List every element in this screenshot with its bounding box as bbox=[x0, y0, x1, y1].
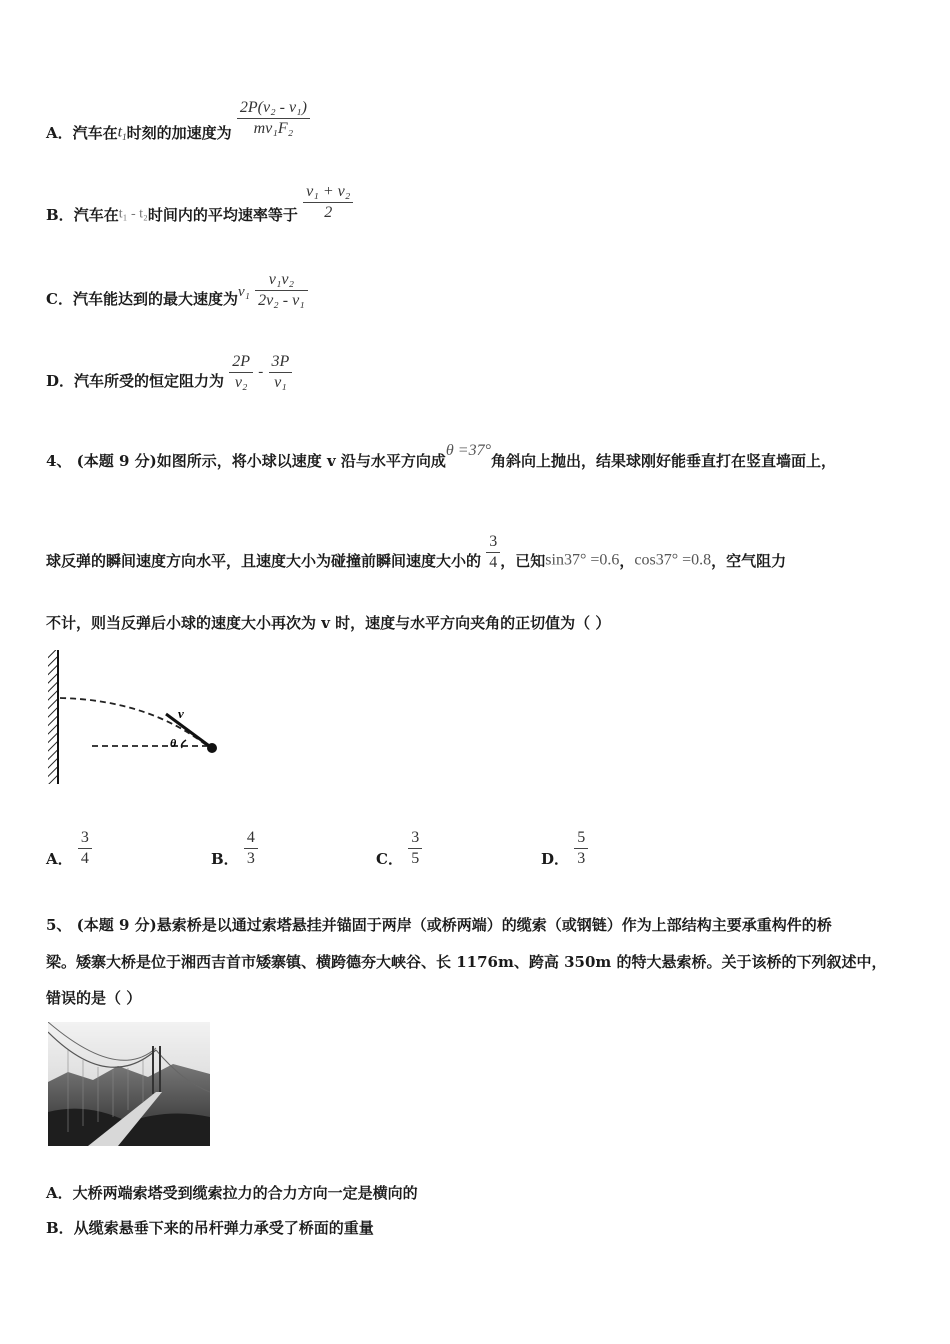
bridge-photo bbox=[48, 1022, 210, 1146]
option-a bbox=[46, 99, 310, 153]
ball bbox=[207, 743, 217, 753]
option-label: B． bbox=[211, 850, 239, 868]
v1-symbol: v₁ bbox=[237, 284, 250, 300]
question-4-line-3 bbox=[46, 612, 610, 633]
option-text: 汽车所受的恒定阻力为 bbox=[74, 372, 225, 390]
question-5-line-2 bbox=[46, 951, 886, 972]
question-5-line-1 bbox=[46, 914, 832, 935]
question-text: 角斜向上抛出，结果球刚好能垂直打在竖直墙面上， bbox=[490, 452, 836, 470]
question-text: ，已知 bbox=[500, 552, 546, 570]
cos-value: cos37° =0.8 bbox=[634, 551, 712, 569]
wall-hatching bbox=[48, 650, 58, 784]
option-label: B． bbox=[46, 206, 74, 224]
fraction: $\frac{\text{v₁v₂}}{\text{2v₂ - v₁}}$ bbox=[255, 270, 308, 311]
projectile-figure bbox=[40, 648, 230, 788]
question-4-line-2 bbox=[46, 533, 787, 581]
t1-symbol: $t_1$ bbox=[117, 123, 127, 143]
option-label: D． bbox=[46, 372, 75, 390]
option-text: 大桥两端索塔受到缆索拉力的合力方向一定是横向的 bbox=[72, 1184, 418, 1202]
velocity-label: v bbox=[178, 706, 184, 721]
q4-option-d bbox=[541, 828, 588, 869]
q5-option-a bbox=[46, 1182, 418, 1203]
question-text: 不计，则当反弹后小球的速度大小再次为 v 时，速度与水平方向夹角的正切值为（ ） bbox=[46, 614, 611, 632]
fraction: $\frac{5}{3}$ bbox=[574, 828, 588, 869]
option-text: 从缆索悬垂下来的吊杆弹力承受了桥面的重量 bbox=[73, 1219, 374, 1237]
question-text: 梁。矮寨大桥是位于湘西吉首市矮寨镇、横跨德夯大峡谷、长 1176m、跨高 350m 的特大悬索桥。关于该桥的下列叙述中， bbox=[46, 953, 887, 971]
question-text: 5、 (本题 9 分)悬索桥是以通过索塔悬挂并锚固于两岸（或桥两端）的缆索（或钢链）作为上部结构主要承重构件的桥 bbox=[46, 916, 832, 934]
q4-option-b bbox=[211, 828, 258, 869]
option-text: 时间内的平均速率等于 bbox=[147, 206, 298, 224]
option-text: 汽车能达到的最大速度为 bbox=[72, 290, 238, 308]
q4-option-a bbox=[46, 828, 92, 869]
option-text: 汽车在 bbox=[72, 124, 118, 142]
q4-option-c bbox=[376, 828, 422, 869]
trajectory-curve bbox=[60, 698, 210, 748]
option-label: B． bbox=[46, 1219, 74, 1237]
option-d bbox=[46, 353, 292, 401]
option-text: 汽车在 bbox=[73, 206, 119, 224]
angle-value: θ =37° bbox=[445, 441, 491, 459]
question-text: 4、 (本题 9 分)如图所示，将小球以速度 v 沿与水平方向成 bbox=[46, 452, 446, 470]
minus-sign: - bbox=[258, 364, 264, 380]
fraction: $\frac{4}{3}$ bbox=[244, 828, 258, 869]
question-text: ，空气阻力 bbox=[711, 552, 787, 570]
option-label: A． bbox=[46, 124, 73, 142]
option-b bbox=[46, 183, 353, 235]
fraction: $\frac{\text{2P(v₂ - v₁)}}{\text{mv₁F₂}}$ bbox=[237, 98, 310, 139]
q5-option-b bbox=[46, 1217, 374, 1238]
theta-label: θ bbox=[170, 736, 177, 750]
question-text: 错误的是（ ） bbox=[46, 989, 142, 1007]
fraction: $\frac{3}{4}$ bbox=[486, 532, 500, 573]
t-range: t₁ - t₂ bbox=[118, 206, 148, 222]
question-text: ， bbox=[619, 552, 635, 570]
sin-value: sin37° =0.6 bbox=[545, 551, 620, 569]
option-label: D． bbox=[541, 850, 570, 868]
option-text: 时刻的加速度为 bbox=[126, 124, 232, 142]
question-5-line-3 bbox=[46, 987, 141, 1008]
fraction: $\frac{\text{v₁ + v₂}}{2}$ bbox=[303, 182, 353, 223]
question-text: 球反弹的瞬间速度方向水平，且速度大小为碰撞前瞬间速度大小的 bbox=[46, 552, 482, 570]
fraction: $\frac{3}{5}$ bbox=[408, 828, 422, 869]
option-label: A． bbox=[46, 1184, 73, 1202]
option-label: A． bbox=[46, 850, 73, 868]
option-label: C． bbox=[376, 850, 403, 868]
fraction: $\frac{2P}{\text{v₂}}$ bbox=[229, 352, 253, 393]
option-c bbox=[46, 271, 308, 319]
fraction: $\frac{3}{4}$ bbox=[78, 828, 92, 869]
option-label: C． bbox=[46, 290, 73, 308]
fraction: $\frac{3P}{\text{v₁}}$ bbox=[269, 352, 293, 393]
question-4-line-1 bbox=[46, 441, 836, 471]
